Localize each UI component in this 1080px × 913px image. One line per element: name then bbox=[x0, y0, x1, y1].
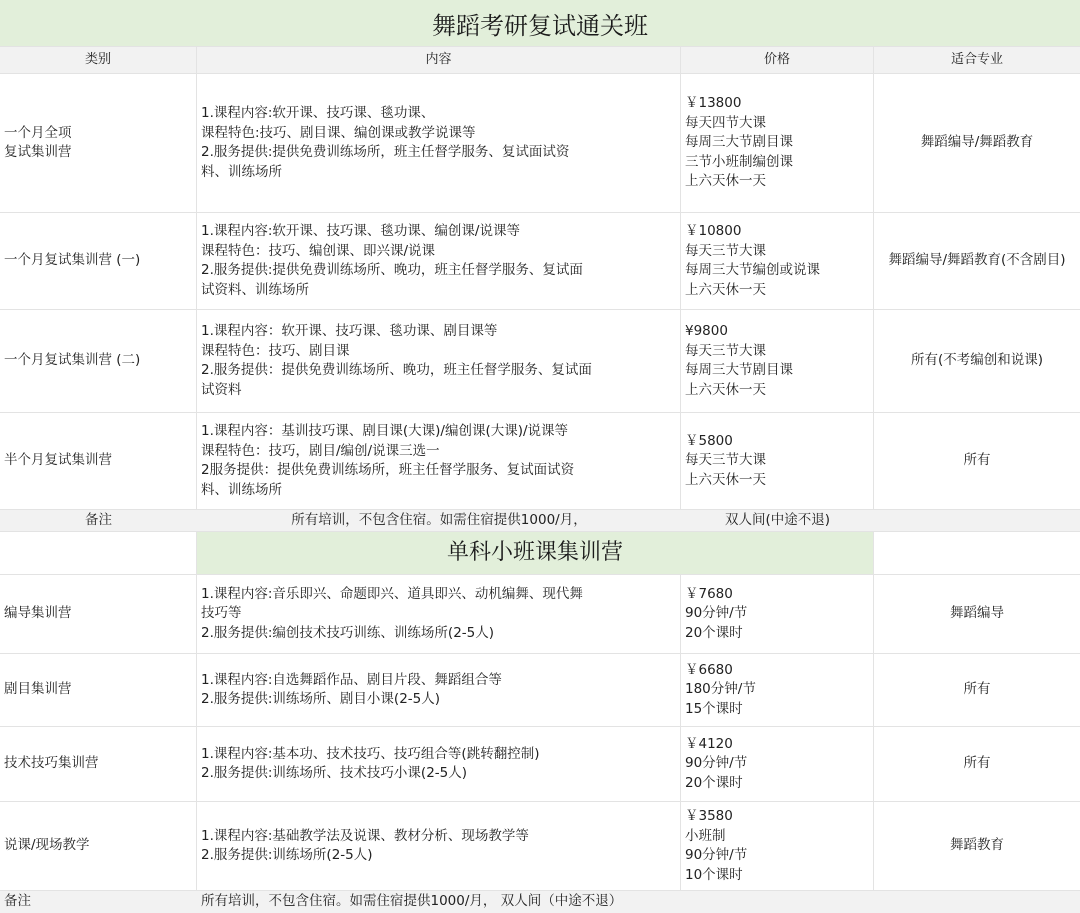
content-cell: 1.课程内容:基础教学法及说课、教材分析、现场教学等 2.服务提供:训练场所(2-5人) bbox=[197, 802, 681, 890]
content-cell: 1.课程内容：基训技巧课、剧目课(大课)/编创课(大课)/说课等 课程特色：技巧，剧目/编创/说课三选一 2服务提供：提供免费训练场所，班主任督学服务、复试面试资 料、训练场所 bbox=[197, 413, 681, 509]
content-cell: 1.课程内容：软开课、技巧课、毯功课、剧目课等 课程特色：技巧、剧目课 2.服务提供：提供免费训练场所、晚功，班主任督学服务、复试面 试资料 bbox=[197, 310, 681, 412]
content-cell: 1.课程内容:软开课、技巧课、毯功课、 课程特色:技巧、剧目课、编创课或教学说课等 2.服务提供:提供免费训练场所，班主任督学服务、复试面试资 料、训练场所 bbox=[197, 74, 681, 212]
price-cell: ￥13800 每天四节大课 每周三大节剧目课 三节小班制编创课 上六天休一天 bbox=[681, 74, 874, 212]
header-price: 价格 bbox=[681, 47, 874, 73]
note-text: 所有培训，不包含住宿。如需住宿提供1000/月， 双人间（中途不退） bbox=[201, 893, 623, 910]
note-label: 备注 bbox=[85, 511, 112, 528]
note-label: 备注 bbox=[4, 893, 31, 910]
table-row bbox=[0, 575, 1080, 654]
category-cell: 一个月复试集训营 (一) bbox=[0, 213, 197, 309]
header-major: 适合专业 bbox=[950, 52, 1003, 68]
major-cell: 所有 bbox=[963, 755, 991, 772]
section-subtitle: 单科小班课集训营 bbox=[197, 532, 874, 574]
table-row bbox=[0, 74, 1080, 213]
table-row bbox=[0, 213, 1080, 310]
major-cell: 舞蹈编导 bbox=[950, 605, 1004, 622]
subtitle-row bbox=[0, 532, 1080, 575]
price-cell: ￥10800 每天三节大课 每周三大节编创或说课 上六天休一天 bbox=[681, 213, 874, 309]
category-cell: 技术技巧集训营 bbox=[0, 727, 197, 801]
header-category: 类别 bbox=[0, 47, 197, 73]
category-cell: 说课/现场教学 bbox=[0, 802, 197, 890]
note-row bbox=[0, 510, 1080, 532]
major-cell: 所有 bbox=[963, 681, 991, 698]
major-cell: 所有 bbox=[963, 452, 991, 469]
major-cell: 舞蹈编导/舞蹈教育(不含剧目) bbox=[888, 252, 1066, 269]
category-cell: 剧目集训营 bbox=[0, 654, 197, 726]
content-cell: 1.课程内容:自选舞蹈作品、剧目片段、舞蹈组合等 2.服务提供:训练场所、剧目小课(2-5人) bbox=[197, 654, 681, 726]
content-cell: 1.课程内容:软开课、技巧课、毯功课、编创课/说课等 课程特色：技巧、编创课、即兴课/说课 2.服务提供:提供免费训练场所、晚功，班主任督学服务、复试面 试资料、训练场所 bbox=[197, 213, 681, 309]
price-cell: ￥5800 每天三节大课 上六天休一天 bbox=[681, 413, 874, 509]
major-cell: 所有(不考编创和说课) bbox=[910, 352, 1044, 369]
category-cell: 编导集训营 bbox=[0, 575, 197, 653]
content-cell: 1.课程内容:音乐即兴、命题即兴、道具即兴、动机编舞、现代舞 技巧等 2.服务提供:编创技术技巧训练、训练场所(2-5人) bbox=[197, 575, 681, 653]
major-cell: 舞蹈教育 bbox=[950, 837, 1004, 854]
table-row bbox=[0, 727, 1080, 802]
category-cell: 一个月全项 复试集训营 bbox=[0, 74, 197, 212]
note-row bbox=[0, 891, 1080, 913]
subtitle-spacer-left bbox=[0, 532, 197, 574]
table-row bbox=[0, 802, 1080, 891]
page-title: 舞蹈考研复试通关班 bbox=[432, 11, 648, 40]
title-row bbox=[0, 0, 1080, 47]
price-cell: ￥3580 小班制 90分钟/节 10个课时 bbox=[681, 802, 874, 890]
subtitle-spacer-right bbox=[874, 532, 1080, 574]
note-text-a: 所有培训，不包含住宿。如需住宿提供1000/月， bbox=[291, 511, 587, 528]
price-cell: ￥7680 90分钟/节 20个课时 bbox=[681, 575, 874, 653]
header-row bbox=[0, 47, 1080, 74]
header-content: 内容 bbox=[197, 47, 681, 73]
category-cell: 一个月复试集训营 (二) bbox=[0, 310, 197, 412]
price-cell: ￥4120 90分钟/节 20个课时 bbox=[681, 727, 874, 801]
major-cell: 舞蹈编导/舞蹈教育 bbox=[920, 134, 1034, 151]
category-cell: 半个月复试集训营 bbox=[0, 413, 197, 509]
note-text-b: 双人间(中途不退) bbox=[724, 511, 831, 528]
table-row bbox=[0, 654, 1080, 727]
price-cell: ¥9800 每天三节大课 每周三大节剧目课 上六天休一天 bbox=[681, 310, 874, 412]
table-row bbox=[0, 413, 1080, 510]
table-row bbox=[0, 310, 1080, 413]
content-cell: 1.课程内容:基本功、技术技巧、技巧组合等(跳转翻控制) 2.服务提供:训练场所、技术技巧小课(2-5人) bbox=[197, 727, 681, 801]
price-cell: ￥6680 180分钟/节 15个课时 bbox=[681, 654, 874, 726]
